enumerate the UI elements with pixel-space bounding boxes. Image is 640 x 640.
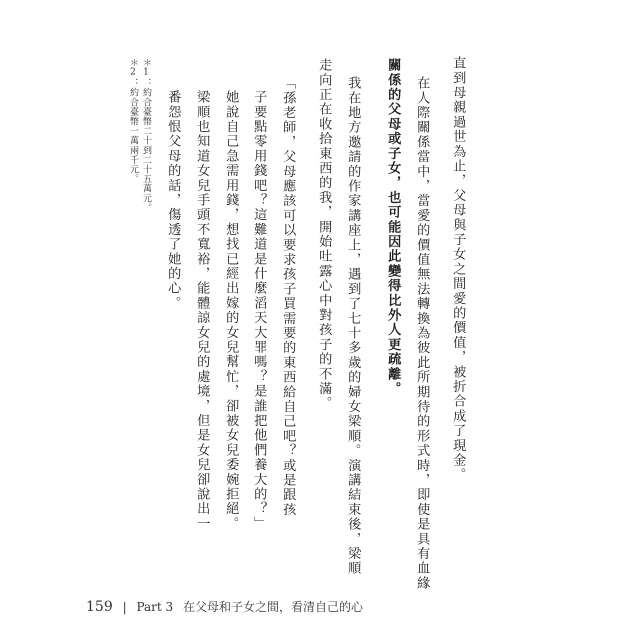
quote-line: 子要點零用錢吧？這難道是什麼滔天大罪嗎？是誰把他們養大的？」 bbox=[251, 90, 267, 531]
paragraph-line-emphasis: 關係的父母或子女，也可能因此變得比外人更疏離。 bbox=[385, 58, 401, 397]
paragraph-line: 在人際關係當中，當愛的價值無法轉換為彼此所期待的形式時，即使是具有血緣 bbox=[414, 76, 430, 591]
page-footer bbox=[86, 598, 363, 615]
quote-line: 她說自己急需用錢，想找已經出嫁的女兒幫忙，卻被女兒委婉拒絕。 bbox=[223, 90, 239, 531]
quote-line: 番怨恨父母的話，傷透了她的心。 bbox=[165, 90, 181, 311]
footnote: ＊1：約合臺幣二十到二十五萬元。 bbox=[141, 58, 151, 213]
footer-separator: | bbox=[122, 600, 127, 614]
paragraph-line: 我在地方邀請的作家講座上，遇到了七十多歲的婦女梁順。演講結束後，梁順 bbox=[345, 76, 361, 576]
paragraph-line: 直到母親過世為止，父母與子女之間愛的價值，被折合成了現金。 bbox=[450, 56, 466, 483]
footnote: ＊2：約合臺幣一萬兩千元。 bbox=[128, 58, 138, 184]
quote-line: 「孫老師，父母應該可以要求孩子買需要的東西給自己吧？或是跟孩 bbox=[280, 76, 296, 517]
paragraph-line: 走向正在收拾東西的我，開始吐露心中對孩子的不滿。 bbox=[316, 58, 332, 411]
quote-line: 梁順也知道女兒手頭不寬裕，能體諒女兒的處境，但是女兒卻說出一 bbox=[194, 90, 210, 531]
chapter-title: 在父母和子女之間，看清自己的心 bbox=[182, 600, 363, 614]
part-label: Part 3 bbox=[136, 600, 174, 614]
page-number: 159 bbox=[86, 599, 113, 615]
